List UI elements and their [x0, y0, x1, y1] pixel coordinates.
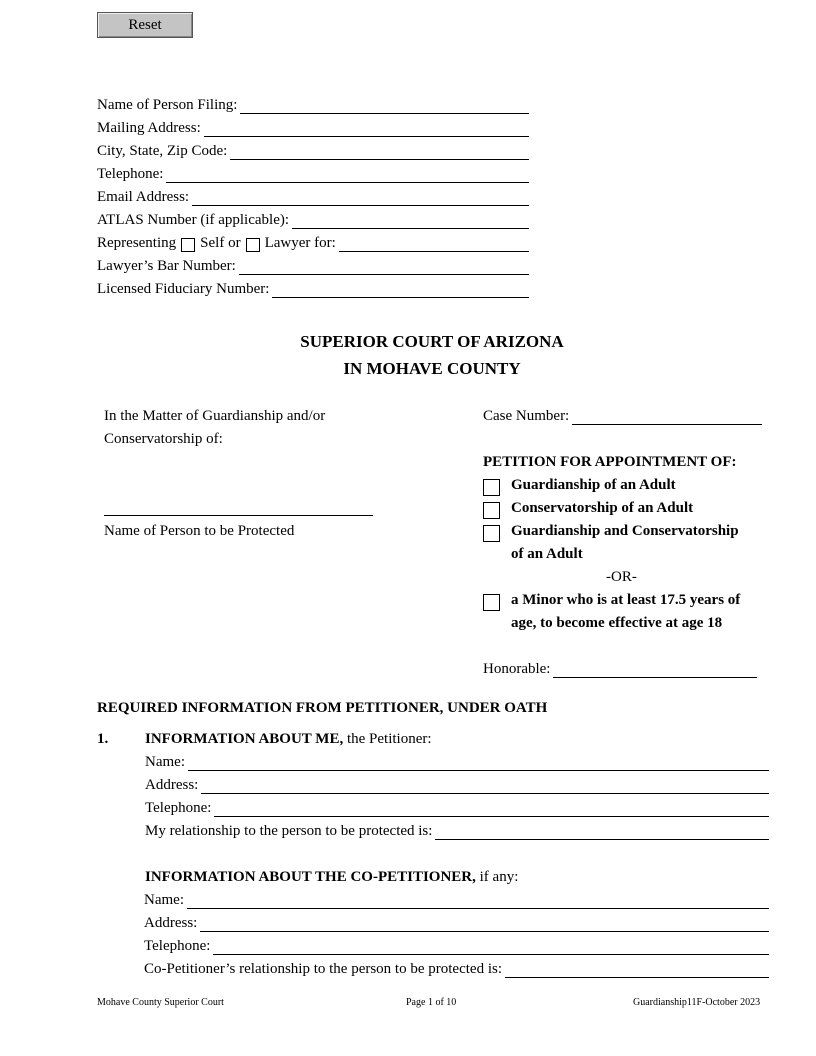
section1-heading [145, 731, 432, 748]
filer-telephone-row [97, 166, 529, 183]
petitioner-telephone-label: Telephone: [145, 800, 212, 816]
guardianship-conservatorship-label-line2: of an Adult [511, 546, 583, 562]
self-checkbox[interactable] [181, 238, 195, 252]
filer-bar-row [97, 258, 529, 275]
filer-name-row [97, 97, 529, 114]
representing-label: Representing [97, 235, 177, 251]
filer-mailing-field[interactable] [204, 122, 529, 137]
petitioner-address-row [145, 777, 769, 794]
co-petitioner-address-field[interactable] [200, 917, 769, 932]
filer-email-field[interactable] [192, 191, 529, 206]
fiduciary-field[interactable] [272, 283, 529, 298]
co-petitioner-name-label: Name: [144, 892, 184, 908]
footer-form-id: Guardianship11F-October 2023 [633, 997, 761, 1008]
lawyer-checkbox[interactable] [246, 238, 260, 252]
filer-atlas-field[interactable] [292, 214, 529, 229]
fiduciary-label: Licensed Fiduciary Number: [97, 281, 270, 297]
co-petitioner-relationship-row [144, 961, 769, 978]
section1-heading-rest: the Petitioner: [343, 731, 432, 747]
co-petitioner-heading-bold: INFORMATION ABOUT THE CO-PETITIONER, [145, 869, 476, 885]
filer-atlas-label: ATLAS Number (if applicable): [97, 212, 290, 228]
filer-city-row [97, 143, 529, 160]
filer-mailing-row [97, 120, 529, 137]
protected-name-label: Name of Person to be Protected [104, 523, 295, 539]
filer-name-label: Name of Person Filing: [97, 97, 238, 113]
filer-telephone-label: Telephone: [97, 166, 164, 182]
co-petitioner-heading [145, 869, 518, 886]
bar-number-field[interactable] [239, 260, 529, 275]
guardianship-adult-checkbox[interactable] [483, 479, 500, 496]
protected-name-field[interactable] [104, 515, 373, 516]
petitioner-relationship-label: My relationship to the person to be protected is: [145, 823, 433, 839]
conservatorship-adult-label: Conservatorship of an Adult [511, 500, 694, 516]
petitioner-relationship-row [145, 823, 769, 840]
matter-line1: In the Matter of Guardianship and/or [104, 408, 326, 424]
filer-city-field[interactable] [230, 145, 529, 160]
minor-label-line1: a Minor who is at least 17.5 years of [511, 592, 741, 608]
filer-email-row [97, 189, 529, 206]
guardianship-conservatorship-checkbox[interactable] [483, 525, 500, 542]
co-petitioner-telephone-label: Telephone: [144, 938, 211, 954]
filer-email-label: Email Address: [97, 189, 190, 205]
conservatorship-adult-checkbox[interactable] [483, 502, 500, 519]
co-petitioner-relationship-label: Co-Petitioner’s relationship to the person to be protected is: [144, 961, 502, 977]
required-info-heading: REQUIRED INFORMATION FROM PETITIONER, UNDER OATH [97, 700, 548, 716]
co-petitioner-heading-rest: if any: [475, 869, 519, 885]
minor-label-line2: age, to become effective at age 18 [511, 615, 723, 631]
guardianship-conservatorship-label-line1: Guardianship and Conservatorship [511, 523, 739, 539]
section1-heading-bold: INFORMATION ABOUT ME, [145, 731, 344, 747]
co-petitioner-address-label: Address: [144, 915, 198, 931]
guardianship-adult-label: Guardianship of an Adult [511, 477, 676, 493]
petitioner-address-field[interactable] [201, 779, 769, 794]
lawyer-for-field[interactable] [339, 237, 529, 252]
filer-atlas-row [97, 212, 529, 229]
petition-heading: PETITION FOR APPOINTMENT OF: [483, 454, 737, 470]
reset-button[interactable]: Reset [97, 12, 193, 38]
court-title-line1: SUPERIOR COURT OF ARIZONA [300, 332, 564, 351]
petitioner-name-field[interactable] [188, 756, 769, 771]
case-number-label: Case Number: [483, 408, 570, 424]
bar-number-label: Lawyer’s Bar Number: [97, 258, 236, 274]
honorable-field[interactable] [553, 663, 757, 678]
filer-representing-row [97, 235, 529, 252]
co-petitioner-telephone-row [144, 938, 769, 955]
footer-court: Mohave County Superior Court [97, 997, 224, 1008]
case-number-row [483, 408, 762, 425]
petitioner-telephone-field[interactable] [214, 802, 769, 817]
court-title-line2: IN MOHAVE COUNTY [343, 359, 521, 378]
honorable-row [483, 661, 757, 678]
petitioner-address-label: Address: [145, 777, 199, 793]
or-separator: -OR- [606, 569, 637, 585]
co-petitioner-name-row [144, 892, 769, 909]
case-number-field[interactable] [572, 410, 762, 425]
petitioner-relationship-field[interactable] [435, 825, 769, 840]
honorable-label: Honorable: [483, 661, 551, 677]
co-petitioner-relationship-field[interactable] [505, 963, 769, 978]
filer-mailing-label: Mailing Address: [97, 120, 201, 136]
petitioner-name-label: Name: [145, 754, 185, 770]
petitioner-telephone-row [145, 800, 769, 817]
co-petitioner-name-field[interactable] [187, 894, 769, 909]
co-petitioner-telephone-field[interactable] [213, 940, 769, 955]
lawyer-for-label: Lawyer for: [264, 235, 336, 251]
section-number: 1. [97, 731, 109, 747]
co-petitioner-address-row [144, 915, 769, 932]
filer-fiduciary-row [97, 281, 529, 298]
matter-line2: Conservatorship of: [104, 431, 223, 447]
minor-checkbox[interactable] [483, 594, 500, 611]
filer-telephone-field[interactable] [166, 168, 529, 183]
self-or-label: Self or [200, 235, 241, 251]
petitioner-name-row [145, 754, 769, 771]
filer-city-label: City, State, Zip Code: [97, 143, 228, 159]
filer-name-field[interactable] [240, 99, 529, 114]
footer-page: Page 1 of 10 [406, 997, 457, 1008]
